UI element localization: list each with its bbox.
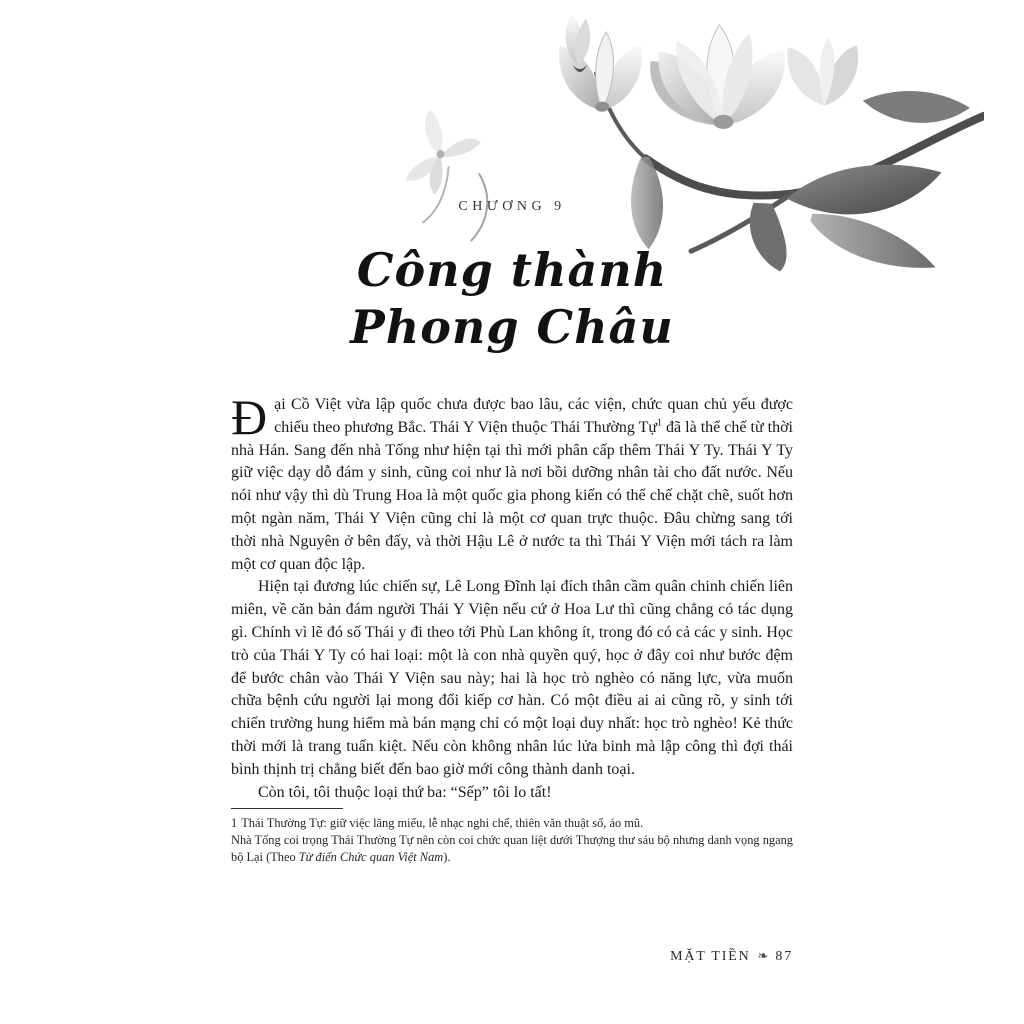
chapter-title-line-2: Phong Châu bbox=[350, 300, 674, 354]
page-footer bbox=[670, 948, 793, 965]
footnote-continuation-text: Nhà Tống coi trọng Thái Thường Tự nên còn coi chức quan liệt dưới Thượng thư sáu bộ nhưng danh vọng ngang bộ Lại (Theo bbox=[231, 833, 793, 864]
footnote-closing: ). bbox=[443, 849, 451, 864]
dropcap-letter: Đ bbox=[231, 389, 268, 445]
footnotes bbox=[231, 815, 793, 865]
running-title: MẶT TIỀN bbox=[670, 949, 751, 964]
footnote-1-line-1 bbox=[231, 815, 793, 832]
footnote-1-text: Thái Thường Tự: giữ việc lăng miếu, lễ nhạc nghi chế, thiên văn thuật số, áo mũ. bbox=[241, 816, 644, 831]
footnote-number: 1 bbox=[231, 816, 238, 831]
footnote-separator bbox=[231, 808, 343, 809]
body-paragraph-3: Còn tôi, tôi thuộc loại thứ ba: “Sếp” tôi lo tất! bbox=[258, 783, 552, 801]
body-text bbox=[231, 389, 793, 866]
footnote-1-continuation bbox=[231, 832, 793, 866]
body-paragraph-1 bbox=[231, 389, 793, 576]
cited-book-title: Từ điển Chức quan Việt Nam bbox=[298, 849, 444, 864]
page-content bbox=[231, 0, 793, 1024]
footnote-reference-mark: 1 bbox=[657, 417, 663, 429]
body-paragraph-2: Hiện tại đương lúc chiến sự, Lê Long Đĩnh lại đích thân cầm quân chinh chiến liên miên, về căn bản đám người Thái Y Viện nếu cứ ở Hoa Lư thì cũng chẳng có tác dụng gì. Chính vì lẽ đó số Thái y đi theo tới Phù Lan không ít, trong đó có cả các y sinh. Học trò của Thái Y Ty có hai loại: một là con nhà quyền quý, học ở đây coi như bước đệm để bước chân vào Thái Y Viện sau này; hai là học trò nghèo có năng lực, vừa muốn chữa bệnh cứu người lại mong đổi kiếp cơ hàn. Có một điều ai ai cũng rõ, y sinh tới chiến trường hung hiểm mà bán mạng chỉ có một loại duy nhất: học trò nghèo! Kẻ thức thời mới là trang tuấn kiệt. Nếu còn không nhân lúc lửa binh mà lập công thì đợi thái bình thịnh trị chẳng biết đến bao giờ mới công thành danh toại. bbox=[231, 578, 793, 778]
fleuron-icon: ❧ bbox=[757, 948, 769, 963]
page-number: 87 bbox=[775, 949, 793, 964]
chapter-title-line-1: Công thành bbox=[356, 243, 668, 297]
paragraph-1-text-continued: đã là thể chế từ thời nhà Hán. Sang đến nhà Tống như hiện tại thì mới phân cấp thêm Thái Y Ty. Thái Y Ty giữ việc dạy dỗ đám y sinh, cũng coi như là nơi bồi dưỡng nhân tài cho đất nước. Nếu nói như vậy thì dù Trung Hoa là một quốc gia phong kiến có thể chế chặt chẽ, suốt hơn một ngàn năm, Thái Y Viện cũng chỉ là một cơ quan trực thuộc. Đâu chừng sang tới thời nhà Nguyên ở bên đấy, và thời Hậu Lê ở nước ta thì Thái Y Viện mới tách ra làm một cơ quan độc lập. bbox=[231, 418, 793, 573]
paragraph-1-text: ại Cồ Việt vừa lập quốc chưa được bao lâu, các viện, chức quan chủ yếu được chiếu theo phương Bắc. Thái Y Viện thuộc Thái Thường Tự bbox=[274, 396, 793, 436]
chapter-title bbox=[171, 242, 853, 356]
chapter-label: CHƯƠNG 9 bbox=[458, 199, 566, 214]
